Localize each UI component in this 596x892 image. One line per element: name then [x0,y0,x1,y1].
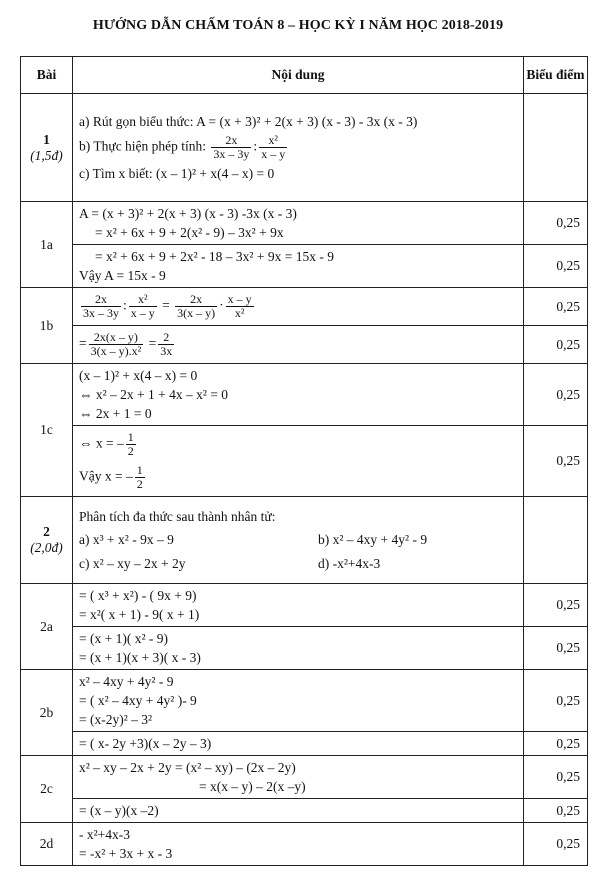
answer-line: Vậy x = – $\frac{1}{2}$ [79,463,143,491]
score-cell: 0,25 [524,732,588,756]
score-cell: 0,25 [524,326,588,364]
answer-1a-step-1 [73,202,524,245]
answer-line: = x² + 6x + 9 + 2x² - 18 – 3x² + 9x = 15x - 9 [95,249,334,264]
answer-1a-row-2 [21,245,588,288]
answer-line: = x(x – y) – 2(x –y) [199,779,306,794]
answer-2a-label: 2a [21,584,73,670]
answer-2b-row-1 [21,670,588,732]
answer-line: (x – 1)² + x(4 – x) = 0 [79,368,198,383]
q2-part-c: c) x² – xy – 2x + 2y [79,556,186,571]
answer-line: = x² + 6x + 9 + 2(x² - 9) – 3x² + 9x [95,225,284,240]
question-1-content [73,94,524,202]
grading-table [20,56,588,866]
answer-2b-row-2 [21,732,588,756]
answer-2b-label: 2b [21,670,73,756]
q1-b-fraction-2: $\frac{\text{x²}}{x - y}$ [261,133,286,161]
q1-b-fraction-1: $\frac{2x}{3x - 3y}$ [213,133,250,161]
answer-2d-label: 2d [21,823,73,866]
score-cell: 0,25 [524,823,588,866]
header-noi-dung: Nội dung [73,57,524,94]
q2-intro: Phân tích đa thức sau thành nhân tử: [79,509,276,524]
answer-line: = -x² + 3x + x - 3 [79,846,173,861]
answer-2c-step-2 [73,799,524,823]
q2-part-a: a) x³ + x² - 9x – 9 [79,532,174,547]
q1-b-prefix: b) Thực hiện phép tính: [79,138,207,154]
answer-line: = $\frac{2x(x - y)}{\text{3(x – y).x²}}$ = $\frac{2}{3x}$ [79,330,173,358]
answer-1a-step-2 [73,245,524,288]
q2-row-ab [79,526,517,554]
answer-line: Vậy A = 15x - 9 [79,268,166,283]
answer-1c-row-2 [21,426,588,497]
answer-2c-label: 2c [21,756,73,823]
q2-row-cd [79,554,517,573]
answer-1a-label: 1a [21,202,73,288]
header-bai: Bài [21,57,73,94]
score-cell: 0,25 [524,245,588,288]
answer-line: = (x + 1)(x + 3)( x - 3) [79,650,201,665]
document-title: HƯỚNG DẪN CHẤM TOÁN 8 – HỌC KỲ I NĂM HỌC 2018-2019 [92,18,504,33]
answer-line: - x²+4x-3 [79,827,131,842]
q2-part-b: b) x² – 4xy + 4y² - 9 [318,532,428,547]
answer-2a-step-2 [73,627,524,670]
question-points: (1,5đ) [30,147,63,163]
q1-part-c: c) Tìm x biết: (x – 1)² + x(4 – x) = 0 [79,166,275,181]
header-row [21,57,588,94]
answer-line: = (x + 1)( x² - 9) [79,631,169,646]
answer-line: $\frac{2x}{3x - 3y}$ : $\frac{\text{x²}}{x - y}$ = $\frac{2x}{3(x - y)}$ · $\frac{x - y}{\text{x²}}$ [83,292,252,320]
q1-b-operator: : [253,138,258,154]
question-number: 2 [43,524,50,539]
question-1-label [21,94,73,202]
answer-2a-row-1 [21,584,588,627]
score-cell: 0,25 [524,756,588,799]
answer-1c-step-2 [73,426,524,497]
question-2-score [524,497,588,584]
answer-line: = ( x² – 4xy + 4y² )- 9 [79,693,197,708]
question-number: 1 [43,131,50,147]
score-cell: 0,25 [524,202,588,245]
q1-part-a: a) Rút gọn biểu thức: A = (x + 3)² + 2(x + 3) (x - 3) - 3x (x - 3) [79,114,418,129]
answer-2c-step-1 [73,756,524,799]
answer-line: ⇔ x = – $\frac{1}{2}$ [79,430,134,458]
score-cell: 0,25 [524,627,588,670]
answer-line: = ( x³ + x²) - ( 9x + 9) [79,588,197,603]
answer-2a-step-1 [73,584,524,627]
answer-line: ⇔ 2x + 1 = 0 [79,406,152,421]
question-2-content [73,497,524,584]
score-cell: 0,25 [524,288,588,326]
answer-line: = x²( x + 1) - 9( x + 1) [79,607,200,622]
answer-2a-row-2 [21,627,588,670]
answer-line: = (x – y)(x –2) [79,803,159,818]
answer-line: = (x-2y)² – 3² [79,712,153,727]
question-1-score [524,94,588,202]
answer-2c-row-1 [21,756,588,799]
answer-1c-step-1 [73,364,524,426]
answer-2c-row-2 [21,799,588,823]
score-cell: 0,25 [524,799,588,823]
score-cell: 0,25 [524,426,588,497]
question-1-row [21,94,588,202]
answer-1b-step-2 [73,326,524,364]
answer-2b-step-2 [73,732,524,756]
answer-2b-step-1 [73,670,524,732]
answer-2d-row-1 [21,823,588,866]
answer-1b-step-1 [73,288,524,326]
answer-line: A = (x + 3)² + 2(x + 3) (x - 3) -3x (x - 3) [79,206,297,221]
answer-1b-label: 1b [21,288,73,364]
answer-2d-step-1 [73,823,524,866]
score-cell: 0,25 [524,364,588,426]
answer-1a-row-1 [21,202,588,245]
answer-1c-row-1 [21,364,588,426]
answer-line: x² – xy – 2x + 2y = (x² – xy) – (2x – 2y) [79,760,296,775]
answer-1c-label: 1c [21,364,73,497]
header-bieu-diem: Biểu điểm [524,57,588,94]
answer-line: x² – 4xy + 4y² - 9 [79,674,174,689]
answer-1b-row-2 [21,326,588,364]
question-points: (2,0đ) [30,540,63,555]
question-2-row [21,497,588,584]
q1-part-b [79,131,517,164]
answer-line: = ( x- 2y +3)(x – 2y – 3) [79,736,212,751]
score-cell: 0,25 [524,584,588,627]
score-cell: 0,25 [524,670,588,732]
question-2-label [21,497,73,584]
q2-part-d: d) -x²+4x-3 [318,556,381,571]
answer-1b-row-1 [21,288,588,326]
answer-line: ⇔ x² – 2x + 1 + 4x – x² = 0 [79,387,229,402]
